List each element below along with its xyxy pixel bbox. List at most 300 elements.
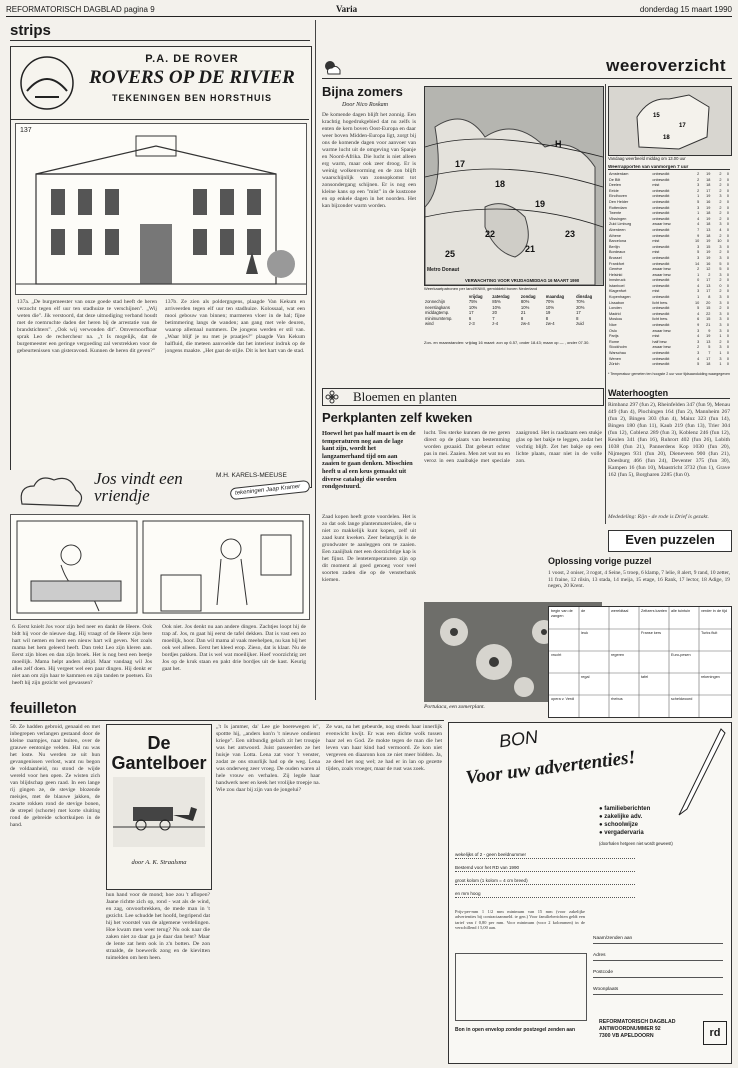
strips-rule <box>10 40 310 41</box>
weather-report-cell: 0 <box>697 278 700 283</box>
weather-report-cell: 1 <box>697 194 700 199</box>
weather-report-cell: 3 <box>719 345 722 350</box>
weather-report-cell: 19 <box>706 239 711 244</box>
ad-address-line: 7300 VB APELDOORN <box>599 1033 654 1039</box>
svg-text:19: 19 <box>535 199 546 209</box>
weather-report-cell: 0 <box>726 244 729 249</box>
weather-report-cell: 0 <box>726 267 729 272</box>
weather-report-cell: 3 <box>719 255 722 260</box>
rd-logo: rd <box>703 1021 727 1045</box>
weather-report-cell: Warschau <box>609 351 626 355</box>
weather-report-cell: 18 <box>706 233 711 238</box>
weather-report-cell: Frankfort <box>609 261 625 266</box>
story-title: De Gantelboer <box>111 733 207 773</box>
weather-report-cell: 17 <box>706 356 711 361</box>
weather-report-cell: onbewolkt <box>652 295 670 300</box>
weather-report-cell: 0 <box>726 272 729 277</box>
weather-report-cell: 4 <box>697 222 700 227</box>
map-logo: Metro Donaut <box>427 267 460 273</box>
weather-report-cell: onbewolkt <box>652 362 670 367</box>
weather-report-cell: Athene <box>609 233 622 238</box>
weather-table-note: * Temperatuur gemeten ten hoogste 2 uur voor tijdsaanduiding waargegeven <box>608 372 731 376</box>
strips-heading: strips <box>10 22 51 39</box>
weather-report-cell: 0 <box>726 283 729 288</box>
weather-report-cell: mist <box>652 183 660 188</box>
ad-bullet-label: schoolwijze <box>604 822 638 828</box>
weather-report-cell: Stockholm <box>609 345 627 350</box>
forecast-row <box>424 321 602 326</box>
weather-report-cell: 2 <box>697 177 700 182</box>
weather-report-cell: De Bilt <box>609 177 621 182</box>
weather-report-cell: 17 <box>706 188 711 193</box>
rovers-strip <box>10 46 312 488</box>
weather-byline: Door Nico Roskam <box>342 102 388 108</box>
puzzle-solution: 1 voost, 2 oniser, 3 rogot, 4 Seine, 5 troep, 6 klamp, 7 lelie, 8 alert, 9 rand, 10 zetter, 11 fraine, 12 rilsin, 13 stada, 14 meija, 15 etage, 16 Rank, 17 lector, 18 Adige, 19 negen, 20 Krent. <box>548 570 730 590</box>
ad-name-field[interactable]: Woonplaats <box>593 986 723 995</box>
weather-report-cell: 0 <box>726 339 729 344</box>
weather-report-cell: Moskou <box>609 317 623 322</box>
weather-report-cell: 0 <box>726 289 729 294</box>
crossword-clue: scheldwoord <box>671 697 693 701</box>
ad-name-field[interactable]: Adres <box>593 952 723 961</box>
weather-report-cell: zwaar bew. <box>652 222 672 227</box>
weather-report-cell: onbewolkt <box>652 227 670 232</box>
forecast-table <box>424 294 602 326</box>
weather-report-cell: onbewolkt <box>652 283 670 288</box>
plants-title: Bloemen en planten <box>353 389 457 404</box>
crossword-clue: leuk <box>581 631 588 635</box>
svg-text:22: 22 <box>485 229 496 239</box>
weather-report-cell: 19 <box>706 205 711 210</box>
puzzle-title: Even puzzelen <box>625 532 715 547</box>
weather-report-cell: onbewolkt <box>652 323 670 328</box>
weather-report-cell: 12 <box>706 267 711 272</box>
weather-report-cell: 2 <box>719 177 722 182</box>
water-title: Waterhoogten <box>608 388 730 399</box>
netherlands-map-illustration <box>609 87 731 155</box>
bullet-icon: ● <box>599 814 605 820</box>
weather-report-cell: 1 <box>697 272 700 277</box>
forecast-cell: minimumtemp. <box>425 315 453 321</box>
forecast-cell: z-3 <box>468 321 475 327</box>
weather-report-cell: Madrid <box>609 311 621 316</box>
weather-report-cell: 3 <box>719 300 722 305</box>
forecast-cell: 21 <box>520 310 526 316</box>
ad-name-field[interactable]: Naam/zenden aan <box>593 935 723 944</box>
weather-report-cell: Berlijn <box>609 244 620 249</box>
rovers-banner <box>11 47 309 120</box>
weather-report-cell: 3 <box>719 295 722 300</box>
column-divider <box>315 20 316 700</box>
forecast-cell: 8 <box>520 315 524 321</box>
weather-report-cell: 1 <box>719 334 722 339</box>
weather-report-cell: 2 <box>719 188 722 193</box>
weather-report-cell: 18 <box>706 183 711 188</box>
weather-report-cell: 22 <box>706 311 711 316</box>
forecast-cell: 10% <box>545 304 555 310</box>
weather-report-cell: 3 <box>719 244 722 249</box>
plants-col1: Zaad kopen heeft grote voordelen. Het is zo dat ook lange plantenmaterialen, die u niet zo makkelijk kunt kopen, zelf uit zaad kunt kweken. Zeer belangrijk is de grondwater te aanleggen om te zaaien. Een zaaiijbak met een doorzichtige kap is het fijnst. De lentetemperaturen zijn op dit moment al goed genoeg voor veel soorten zaden die op de vensterbank kiemen. <box>322 514 416 583</box>
crossword-clue: begin van de zangen <box>551 609 573 618</box>
weather-report-cell: mist <box>652 250 660 255</box>
weather-report-cell: 5 <box>719 261 722 266</box>
sun-cloud-icon <box>322 58 342 78</box>
weather-report-cell: zwaar bew. <box>652 267 672 272</box>
weather-report-cell: 0 <box>726 278 729 283</box>
ad-address-line: REFORMATORISCH DAGBLAD <box>599 1019 676 1025</box>
weather-report-cell: 0 <box>726 334 729 339</box>
forecast-cell: zaterdag <box>492 294 510 299</box>
weather-report-cell: 1 <box>719 351 722 355</box>
weather-report-cell: 15 <box>706 306 711 311</box>
weather-report-cell: onbewolkt <box>652 205 670 210</box>
svg-text:H: H <box>555 139 562 149</box>
weather-report-cell: 7 <box>708 351 711 355</box>
weather-report-cell: onbewolkt <box>652 194 670 199</box>
weather-report-cell: 19 <box>706 250 711 255</box>
weather-report-cell: 3 <box>719 194 722 199</box>
rovers-frame-number: 137 <box>20 127 32 134</box>
weather-report-cell: 5 <box>697 199 700 204</box>
weather-report-cell: 1 <box>697 295 700 300</box>
netherlands-map <box>608 86 732 156</box>
weather-report-cell: 0 <box>726 323 729 328</box>
ad-form-line[interactable]: en mm hoog <box>455 890 635 898</box>
weather-report-cell: 15 <box>706 244 711 249</box>
forecast-cell: neerslagkans <box>425 304 450 310</box>
forecast-cell: dinsdag <box>576 294 593 299</box>
weather-report-cell: 9 <box>708 328 711 333</box>
weather-report-cell: onbewolkt <box>652 177 670 182</box>
forecast-cell: 85% <box>492 299 501 305</box>
weather-report-cell: 4 <box>697 311 700 316</box>
weather-report-cell: onbewolkt <box>652 216 670 221</box>
forecast-cell: 19 <box>545 310 551 316</box>
crossword-clue: tafel <box>641 675 649 679</box>
weather-report-cell: 5 <box>697 250 700 255</box>
forecast-cell: 10% <box>492 304 501 310</box>
weather-report-cell: 2 <box>719 183 722 188</box>
plants-article-title: Perkplanten zelf kweken <box>322 410 473 425</box>
ad-coupon <box>448 722 732 1064</box>
weather-report-cell: 16 <box>706 261 711 266</box>
weather-report-cell: onbewolkt <box>652 311 670 316</box>
rovers-text-left: 137a. „De burgemeester van onze goede stad heeft de heren verzocht tegen elf uur ten stadhuize te verschijnen". „Wij weten die". Jik verstoord, dat deze uitnodiging verband houdt met de roemruchte daden der heren bij de arrestatie van de brandstichters". „Ook wij verwonden dit". Omvernoorfbaar sprak Leo de rechercheur na. „'t Is mogelijk, dat de burgemeester een geringe vergoeding zal verstrekken voor de gebeurtenissen van gisteravond. Kunnen de heren dit geven?" <box>17 299 157 354</box>
weather-report-cell: 2 <box>719 211 722 216</box>
weather-report-cell: 13 <box>706 283 711 288</box>
ad-bullet-label: familieberichten <box>604 806 651 812</box>
ad-bullet-item[interactable] <box>599 821 723 829</box>
weather-report-cell: 19 <box>706 172 711 176</box>
forecast-cell: 70% <box>545 299 555 305</box>
ad-address-line: ANTWOORDNUMMER 92 <box>599 1026 661 1032</box>
weather-report-cell: 10 <box>717 239 722 244</box>
weather-report-cell: 5 <box>708 345 711 350</box>
weather-report-cell: 0 <box>726 177 729 182</box>
feuilleton-story-box <box>106 724 212 890</box>
weather-report-cell: onbewolkt <box>652 233 670 238</box>
weather-report-cell: Twente <box>609 211 622 216</box>
jos-strip <box>10 470 310 696</box>
weather-report-cell: 0 <box>726 351 729 355</box>
weather-report-cell: 2 <box>708 272 711 277</box>
weather-report-cell: 0 <box>726 216 729 221</box>
weather-report-cell: 0 <box>726 317 729 322</box>
weather-body: De komende dagen blijft het zonnig. Een krachtig hogedrukgebied dat nu zelfs is enten de kern boven Oost-Europa en daar weer boven Midden-Europa ligt, zorgt bij ons de komende dagen voor aanvoer van warme lucht uit de omgeving van Spanje en Noord-Afrika. Die lucht is niet alleen erg warm, maar ook zeer droog. Er is weinig wolkenvorming en de zon blijft waarschijnlijk van zonsopkomst tot zonsondergang schijnen. Er is nog een kleine kans op een "mist" in de kustzone en op enkele dagen in het noorden. Het kan bijzonder warm worden. <box>322 112 416 209</box>
bullet-icon: ● <box>599 830 605 836</box>
weather-report-cell: 0 <box>726 205 729 210</box>
weather-report-cell: 9 <box>697 323 700 328</box>
crossword-grid[interactable] <box>548 606 732 718</box>
weather-report-cell: 3 <box>719 317 722 322</box>
weather-report-cell: 0 <box>726 250 729 255</box>
rovers-logo-icon <box>17 53 77 113</box>
header-left: REFORMATORISCH DAGBLAD pagina 9 <box>6 5 155 14</box>
weather-report-cell: 4 <box>697 216 700 221</box>
weather-report-cell: 2 <box>719 216 722 221</box>
crossword-clue: rekeningen <box>701 675 720 679</box>
forecast-cell: 8 <box>545 315 549 321</box>
forecast-cell: 17 <box>576 310 581 316</box>
weather-report-cell: 0 <box>726 172 729 176</box>
right-column-divider <box>605 84 606 524</box>
weather-report-cell: Londen <box>609 306 622 311</box>
weather-report-cell: Nice <box>609 323 617 328</box>
plants-heading-bar <box>322 388 604 406</box>
weather-report-cell: 0 <box>726 300 729 305</box>
forecast-cell: 70% <box>576 299 585 305</box>
ad-name-fields <box>593 935 723 1003</box>
feuilleton-rule <box>10 720 444 721</box>
weather-map <box>424 86 604 286</box>
ad-title-line2: Voor uw advertenties! <box>464 746 637 789</box>
weather-report-cell: 13 <box>706 227 711 232</box>
crossword-clue: regal <box>581 675 590 679</box>
weather-report-cell: 2 <box>719 339 722 344</box>
svg-text:17: 17 <box>679 123 686 129</box>
weather-report-cell: 0 <box>726 194 729 199</box>
weather-report-cell: half bew. <box>652 339 668 344</box>
weather-report-cell: onbewolkt <box>652 211 670 216</box>
weather-report-cell: 3 <box>697 289 700 294</box>
weather-report-cell: 18 <box>706 211 711 216</box>
jos-text-right: Ook niet. Jos denkt nu aan andere dingen. Zachtjes loopt hij de trap af. Jos, m gaat hij eerst de tafel dekken. Dat is vast een zo moeilijk, hoor. Dan wil mama al vaak meehelpen, nu kan hij het ook wel alleen. Eerst het kleed erop. Zieso, dat is klaar. Nu de bordjes pakken. Dat is wel wat moeilijker. Hoef voorzichtig zet Jos op de kruk staan en pakt drie bordjes uit de kast. Keurig gaat het. <box>162 624 306 672</box>
town-hall-illustration <box>16 124 306 294</box>
weather-report-cell: 18 <box>706 362 711 367</box>
crossword-clue: Turks fluit <box>701 631 718 635</box>
ad-bullet-item[interactable] <box>599 829 723 837</box>
weather-report-cell: Lissabon <box>609 300 625 305</box>
weather-report-cell: 7 <box>697 227 700 232</box>
weather-report-cell: 3 <box>697 205 700 210</box>
weather-report-cell: 3 <box>719 328 722 333</box>
rovers-credit: TEKENINGEN BEN HORSTHUIS <box>111 93 272 103</box>
forecast-cell: zw-4 <box>545 321 555 327</box>
forecast-cell: 80% <box>520 299 530 305</box>
weather-report-cell: 3 <box>697 255 700 260</box>
weather-report-cell: onbewolkt <box>652 244 670 249</box>
weather-report-cell: 0 <box>726 222 729 227</box>
weather-report-cell: Aberdeen <box>609 227 626 232</box>
weather-report-cell: 0 <box>726 362 729 367</box>
weather-report-cell: 9 <box>697 233 700 238</box>
weather-report-cell: 0 <box>719 283 722 288</box>
forecast-cell: 17 <box>468 310 474 316</box>
water-body: Rimbanz 297 (fun 2), Rheinfelden 347 (fun 9), Menau 449 (fun 4), Plochingen 164 (fun 2), Mannheim 267 (fun 2), Bingen 303 (fun 4), Mainz 323 (fun 14), Bingen 180 (fun 11), Kaub 219 (fun 13), Trier 304 (fun 12), Coblenz 289 (fun 3), Koblenz 246 (fun 12), Keulen 341 (fun 16), Ruhrort 402 (fun 26), Lobith 1038 (fun 21), Pannerdens Kop 1030 (fun 20), Nijmegen 931 (fun 20), Dieneveen 900 (fun 21), Doesburg 466 (fun 24), Deventer 375 (fun 30), Kampen 16 (fun 10), Maastricht 3732 (fun 1), Grave 162 (fun 5), Borgharen 2285 (fun 0). <box>608 402 730 478</box>
crossword-clue: de <box>581 609 586 613</box>
feuilleton-col3: „'t Is jammer, da' Lee gie boerewegen is", spottte hij, „anders kon'n 't nieuwe ondienst kriege". Een uitbundig gelach zit het troupje was het antwoord. Juist passeerden ze het huisje van Lotta. Lena zat voor 't venster, zodat ze ons stuurlijk had op de weg. Lena was onderweg zeer vroeg. De ouden waren al hele vrouw en verhalen. Zij legde haar handwerk neer en keek het vrolijke troepje na. Wie zou daar bij zijn van de jongelui? <box>216 724 320 793</box>
weather-report-cell: Istanboel <box>609 283 625 288</box>
weather-title: weeroverzicht <box>606 56 726 75</box>
svg-text:25: 25 <box>445 249 456 259</box>
ad-form-line[interactable]: Bestemd voor het RD van 1990 <box>455 864 635 872</box>
weather-report-cell: onbewolkt <box>652 261 670 266</box>
header-center: Varia <box>336 4 358 14</box>
rovers-title: ROVERS OP DE RIVIER <box>89 67 295 88</box>
weather-report-cell: Eindhoven <box>609 194 627 199</box>
weather-report-cell: 17 <box>706 278 711 283</box>
weather-report-cell: zwaar bew. <box>652 345 672 350</box>
weather-report-cell: 14 <box>694 261 700 266</box>
ad-writing-area[interactable] <box>455 953 587 1021</box>
weather-report-cell: 10 <box>694 300 700 305</box>
weather-report-cell: onbewolkt <box>652 199 670 204</box>
weather-report-cell: onbewolkt <box>652 356 670 361</box>
story-author: door A. K. Straalsma <box>131 859 187 866</box>
weather-report-cell: 5 <box>697 306 700 311</box>
weather-report-cell: Parijs <box>609 334 619 339</box>
weather-report-cell: Rome <box>609 339 620 344</box>
weather-report-cell: 2 <box>719 233 722 238</box>
weather-report-cell: 0 <box>726 188 729 193</box>
weather-report-cell: 19 <box>706 194 711 199</box>
svg-text:18: 18 <box>663 135 670 141</box>
weather-report-cell: 2 <box>719 306 722 311</box>
weather-report-cell: 1 <box>719 362 722 367</box>
weather-report-cell: 0 <box>726 345 729 350</box>
rovers-author: P.A. DE ROVER <box>145 53 239 65</box>
weather-report-cell: Zürich <box>609 362 620 367</box>
svg-text:15: 15 <box>653 113 660 119</box>
weather-report-cell: 3 <box>697 339 700 344</box>
weather-report-cell: 0 <box>726 227 729 232</box>
forecast-cell: 20% <box>576 304 585 310</box>
weather-report-cell: 2 <box>697 172 700 176</box>
weather-report-cell: 2 <box>719 199 722 204</box>
weather-report-cell: 8 <box>708 295 711 300</box>
weather-report-cell: onbewolkt <box>652 351 670 355</box>
ad-bullet-item[interactable] <box>599 805 723 813</box>
weather-report-cell: 10 <box>694 239 700 244</box>
weather-report-cell: Wenen <box>609 356 621 361</box>
cloud-icon <box>16 472 86 512</box>
weather-report-cell: 5 <box>719 267 722 272</box>
weather-heading-bar <box>322 56 732 79</box>
weather-report-cell: Kopenhagen <box>609 295 631 300</box>
weather-report-cell: 2 <box>719 250 722 255</box>
weather-report-cell: Zuid Limburg <box>609 222 632 227</box>
ad-form-line[interactable]: wekelijks of 2 - geen beeldnummer <box>455 851 635 859</box>
forecast-cell: zw-4 <box>520 321 530 327</box>
weather-report-row <box>608 362 730 368</box>
weather-report-cell: 3 <box>719 356 722 361</box>
weather-report-cell: mist <box>652 289 660 294</box>
crossword-clue: opera v. Verdi <box>551 697 575 701</box>
weather-report-cell: Den Helder <box>609 199 629 204</box>
feuilleton-col4: Ze was, na het gebeurde, nog steeds haar innerlijk evenwicht kwijt. Er was een dichte wolk tussen haar zel en God. Ze mokte tegen de man die het leven van haar kind had vermoord. Ze kon niet vergeven en diaaronn kon ze niet meer bidden. Ja, ze deed het nog wel; ze had er in lan op gezette tijden, zoals vroeger, maar de rust was zoek. <box>326 724 442 772</box>
weather-report-cell: 0 <box>726 239 729 244</box>
ad-form-line[interactable]: groot kolom (1 kolom = 4 cm breed) <box>455 877 635 885</box>
forecast-cell: zonnechijn <box>425 299 446 305</box>
crossword-clue: rhebus <box>611 697 623 701</box>
weather-report-cell: 4 <box>697 334 700 339</box>
weather-report-cell: Vlissingen <box>609 216 627 221</box>
ad-title-line1: BON <box>497 726 540 752</box>
forecast-cell: middagtemp. <box>425 310 450 316</box>
weather-report-cell: 0 <box>726 261 729 266</box>
ad-bullet-note: (doorhalen hetgeen niet wordt geweest) <box>599 841 673 846</box>
forecast-cell: vrijdag <box>468 294 483 299</box>
map-label: VERWACHTING VOOR VRIJDAGMIDDAG 16 MAART 1990 <box>465 278 580 283</box>
svg-text:17: 17 <box>455 159 466 169</box>
forecast-cell: 8 <box>576 315 579 321</box>
weather-report-cell: 0 <box>726 328 729 333</box>
weather-report-cell: onbewolkt <box>652 278 670 283</box>
weather-report-cell: licht bew. <box>652 300 668 305</box>
farm-wagon-illustration <box>113 777 205 847</box>
weather-report-cell: 0 <box>726 211 729 216</box>
feuilleton-col2: hun hand voor de mond; hoe zou 't aflopen? Jaane richtte zich op, rond - wat als de wind, en zag, onvoorbrekken, de mede man in 't gezicht. Lee schudde het hoofd, begripend dat hij het voorstel van de algemene verdelingen. Hoe kwam men weer terug? Nu ook naar die zaken niet zo daar ga je daar dan bent? Maar de lente zat hem ook in z'n botten. De zon straalde, de boewerik zong en de kievitten tuimelden om hem heen. <box>106 892 210 961</box>
weather-report-cell: 18 <box>706 177 711 182</box>
rovers-drawing <box>15 123 307 295</box>
crossword-clue: alle tuintuin <box>671 609 691 613</box>
weather-table-title: Weerrapporten van vanmorgen 7 uur <box>608 164 730 170</box>
puzzle-heading-bar <box>608 530 732 552</box>
weather-report-cell: 2 <box>697 267 700 272</box>
weather-report-cell: 0 <box>726 183 729 188</box>
jos-author: M.H. KARELS-MEEUSE <box>216 472 287 479</box>
weather-report-cell: 2 <box>697 345 700 350</box>
weather-report-cell: 0 <box>726 199 729 204</box>
weather-report-cell: 3 <box>719 272 722 277</box>
weather-report-cell: mist <box>652 239 660 244</box>
weather-report-cell: 4 <box>719 227 722 232</box>
weather-report-cell: 4 <box>697 283 700 288</box>
weather-report-cell: 1 <box>697 211 700 216</box>
weather-report-cell: 2 <box>719 205 722 210</box>
forecast-cell: 6 <box>468 315 472 321</box>
weather-report-cell: Klagenfurt <box>609 289 627 294</box>
weather-report-cell: onbewolkt <box>652 188 670 193</box>
forecast-cell: wind <box>425 321 434 327</box>
weather-report-cell: 3 <box>719 222 722 227</box>
weather-report-cell: 19 <box>706 216 711 221</box>
ad-name-field[interactable]: Postcode <box>593 969 723 978</box>
ad-bullet-label: vergadervaria <box>604 830 644 836</box>
map-caption: Weerkaartpatronen per land/KNMI, gemiddeld boven Nederland <box>424 286 538 291</box>
forecast-cell: 75% <box>468 299 478 305</box>
crossword-clue: Euro-pesen <box>671 653 691 657</box>
ad-bullet-item[interactable] <box>599 813 723 821</box>
feuilleton-col1: 50. Ze hadden gebroid, genaaid en met inbegrepen verlangen gestaand door de kleine raampjes, naar buiten, over de grauwe eentonige velden. Hal nu was het loste. Nu werden ze uit hun gevangenissen verlost, want nu begon de voldaanheid, nu stond de wijde wereld voor hen open. Ze wisten zich van blijdschap geen raad. In een lange rij gingen ze, de stevige blozende meisjes, met de blauwe jakken, de zwarte rokken rond de stevige bonen, de strepel (schorte) met korte sluiting rond de gebreide schortkuipen in de hand. <box>10 724 100 828</box>
weather-report-cell: onbewolkt <box>652 255 670 260</box>
weather-reports-table <box>608 172 730 368</box>
ad-bullet-list <box>599 805 723 837</box>
flower-icon <box>325 390 339 404</box>
weather-report-cell: 2 <box>719 172 722 176</box>
weather-report-cell: 4 <box>697 356 700 361</box>
page-header <box>6 4 732 17</box>
